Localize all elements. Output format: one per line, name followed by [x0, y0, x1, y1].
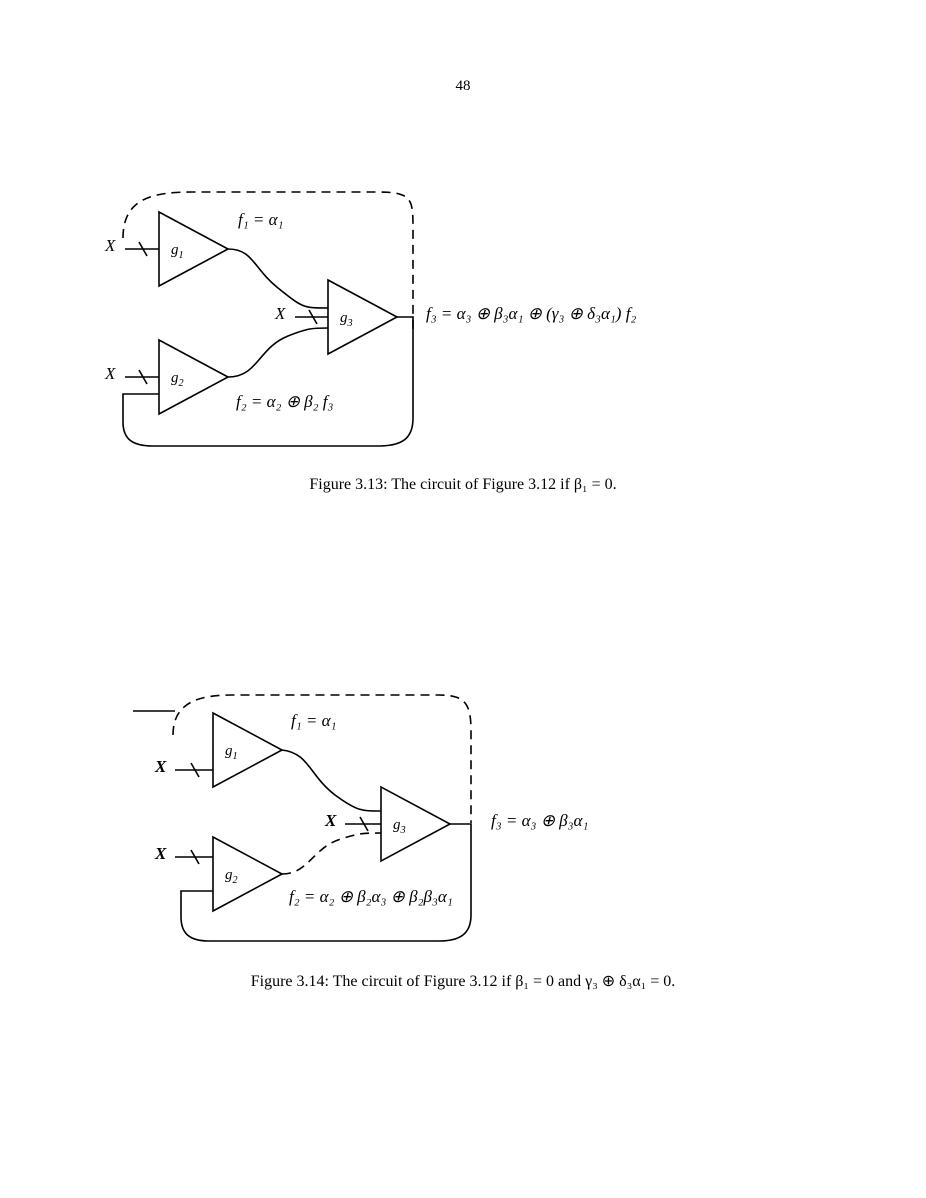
page-number: 48	[455, 78, 471, 94]
eq-f1-label: f₁ = α₁	[238, 210, 284, 229]
figure-3-14-caption-text: The circuit of Figure 3.12 if β₁ = 0 and γ₃ ⊕ δ₃α₁ = 0.	[332, 973, 676, 990]
figure-3-14-caption	[0, 971, 926, 991]
figure-3-13	[0, 170, 926, 494]
input-x-g1-label: X	[155, 757, 167, 776]
figure-3-13-caption-text: The circuit of Figure 3.12 if β₁ = 0.	[391, 476, 617, 493]
figure-3-14-circuit	[113, 675, 813, 965]
gate-g1-shape	[159, 212, 228, 286]
gate-g3-shape	[328, 280, 397, 354]
eq-f3-label: f₃ = α₃ ⊕ β₃α₁ ⊕ (γ₃ ⊕ δ₃α₁) f₂	[426, 304, 637, 323]
input-x-g3-label: X	[275, 304, 286, 323]
wire-g2-to-g3-dashed	[282, 833, 381, 874]
gate-g2-label: $g_2$	[171, 370, 184, 389]
input-x-g1-label: X	[105, 236, 116, 255]
input-x-g2-label: X	[105, 364, 116, 383]
wire-g1-to-g3	[282, 750, 381, 811]
figure-3-13-caption	[0, 476, 926, 494]
wire-g2-to-g3	[228, 328, 328, 377]
figure-3-14-caption-prefix: Figure 3.14:	[250, 973, 329, 990]
wire-g1-to-g3	[228, 249, 328, 308]
gate-g1-label: $g_1$	[171, 242, 184, 261]
figure-3-13-caption-prefix: Figure 3.13:	[309, 476, 388, 493]
eq-f1-label: f₁ = α₁	[291, 711, 337, 730]
gate-g2-label: $g_2$	[225, 867, 238, 886]
gate-g3-shape	[381, 787, 450, 861]
gate-g2-shape	[213, 837, 282, 911]
gate-g2-shape	[159, 340, 228, 414]
input-x-g3-label: X	[325, 811, 337, 830]
figure-3-14-canvas	[113, 675, 813, 965]
figure-3-13-canvas	[105, 170, 813, 470]
eq-f2-label: f₂ = α₂ ⊕ β₂α₃ ⊕ β₂β₃α₁	[289, 887, 453, 906]
eq-f3-label: f₃ = α₃ ⊕ β₃α₁	[491, 811, 589, 830]
gate-g3-label: $g_3$	[340, 310, 353, 329]
input-x-g2-label: X	[155, 844, 167, 863]
gate-g1-label: $g_1$	[225, 743, 238, 762]
wire-g3-feedback-to-g2	[123, 317, 413, 446]
eq-f2-label: f₂ = α₂ ⊕ β₂ f₃	[236, 392, 334, 411]
figure-3-14	[0, 675, 926, 991]
gate-g3-label: $g_3$	[393, 817, 406, 836]
gate-g1-shape	[213, 713, 282, 787]
